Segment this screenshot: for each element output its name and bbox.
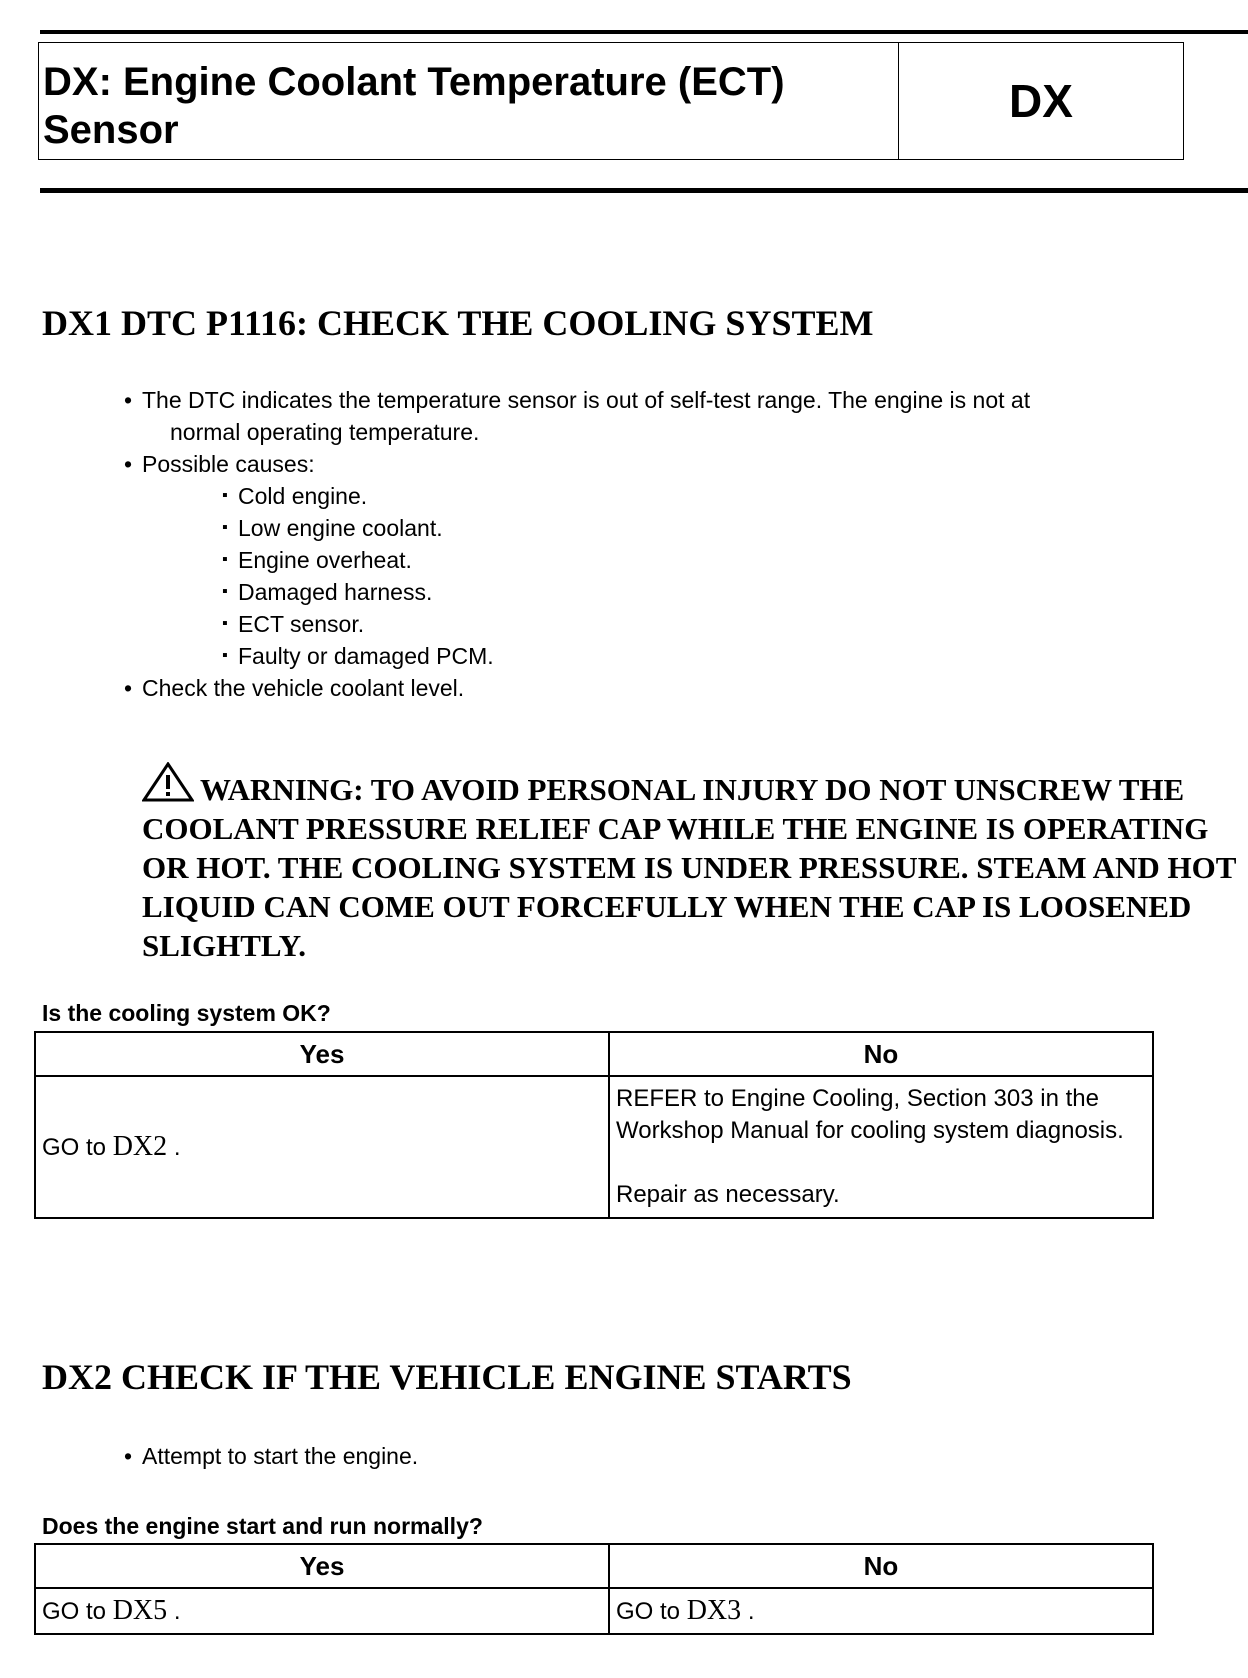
cause-item: ▪ Damaged harness. — [118, 576, 1238, 608]
yes-cell — [35, 1076, 609, 1218]
dx1-bullet3: Check the vehicle coolant level. — [142, 675, 465, 701]
yes-header: Yes — [35, 1032, 609, 1076]
list-item — [118, 672, 1238, 704]
dx1-bullet2: Possible causes: — [142, 451, 315, 477]
dx1-heading: DX1 DTC P1116: CHECK THE COOLING SYSTEM — [42, 303, 874, 343]
no-header: No — [609, 1032, 1153, 1076]
dx2-question: Does the engine start and run normally? — [42, 1513, 483, 1539]
go-to-label: GO to — [42, 1598, 107, 1625]
no-header: No — [609, 1544, 1153, 1588]
warning-triangle-icon — [142, 762, 194, 802]
no-cell-para2: Repair as necessary. — [616, 1181, 840, 1208]
period: . — [747, 1598, 755, 1625]
warning-text: WARNING: TO AVOID PERSONAL INJURY DO NOT UNSCREW THE COOLANT PRESSURE RELIEF CAP WHILE THE ENGINE IS OPERATING OR HOT. THE COOLING SYSTEM IS UNDER PRESSURE. STEAM AND HOT LIQUID CAN COME OUT FORCEFULLY WHEN THE CAP IS LOOSENED SLIGHTLY. — [142, 772, 1236, 963]
bottom-rule — [40, 188, 1248, 193]
list-item — [118, 384, 1238, 448]
dx2-heading: DX2 CHECK IF THE VEHICLE ENGINE STARTS — [42, 1357, 852, 1397]
dx1-bullet1-line2: normal operating temperature. — [170, 419, 480, 445]
list-item — [118, 1440, 418, 1472]
period: . — [173, 1134, 181, 1161]
dx1-bullet-list — [118, 384, 1238, 704]
cause-item: ▪ ECT sensor. — [118, 608, 1238, 640]
no-cell-para1: REFER to Engine Cooling, Section 303 in the Workshop Manual for cooling system diagnosis. — [616, 1085, 1124, 1144]
go-to-label: GO to — [616, 1598, 681, 1625]
no-cell — [609, 1588, 1153, 1634]
dx2-decision-table — [34, 1543, 1154, 1635]
dx2-bullet-list — [118, 1440, 418, 1472]
title-line-1: DX: Engine Coolant Temperature (ECT) — [43, 60, 785, 104]
cause-item: ▪ Faulty or damaged PCM. — [118, 640, 1238, 672]
title-line-2: Sensor — [43, 108, 179, 152]
cause-item: ▪ Low engine coolant. — [118, 512, 1238, 544]
yes-cell — [35, 1588, 609, 1634]
cause-item: ▪ Engine overheat. — [118, 544, 1238, 576]
dx1-decision-table — [34, 1031, 1154, 1219]
section-code: DX — [1009, 75, 1073, 127]
dx2-link[interactable]: DX2 — [112, 1131, 168, 1162]
dx5-link[interactable]: DX5 — [112, 1595, 168, 1626]
go-to-label: GO to — [42, 1134, 107, 1161]
dx2-bullet1: Attempt to start the engine. — [142, 1443, 419, 1469]
yes-header: Yes — [35, 1544, 609, 1588]
period: . — [173, 1598, 181, 1625]
warning-block — [142, 762, 1242, 965]
no-cell — [609, 1076, 1153, 1218]
dx3-link[interactable]: DX3 — [686, 1595, 742, 1626]
title-block — [38, 42, 1184, 160]
page-title — [39, 43, 899, 159]
cause-item: ▪ Cold engine. — [118, 480, 1238, 512]
top-rule — [40, 30, 1248, 34]
dx1-bullet1-line1: The DTC indicates the temperature sensor is out of self-test range. The engine is not at — [142, 387, 1031, 413]
list-item — [118, 448, 1238, 480]
dx1-question: Is the cooling system OK? — [42, 1000, 331, 1026]
